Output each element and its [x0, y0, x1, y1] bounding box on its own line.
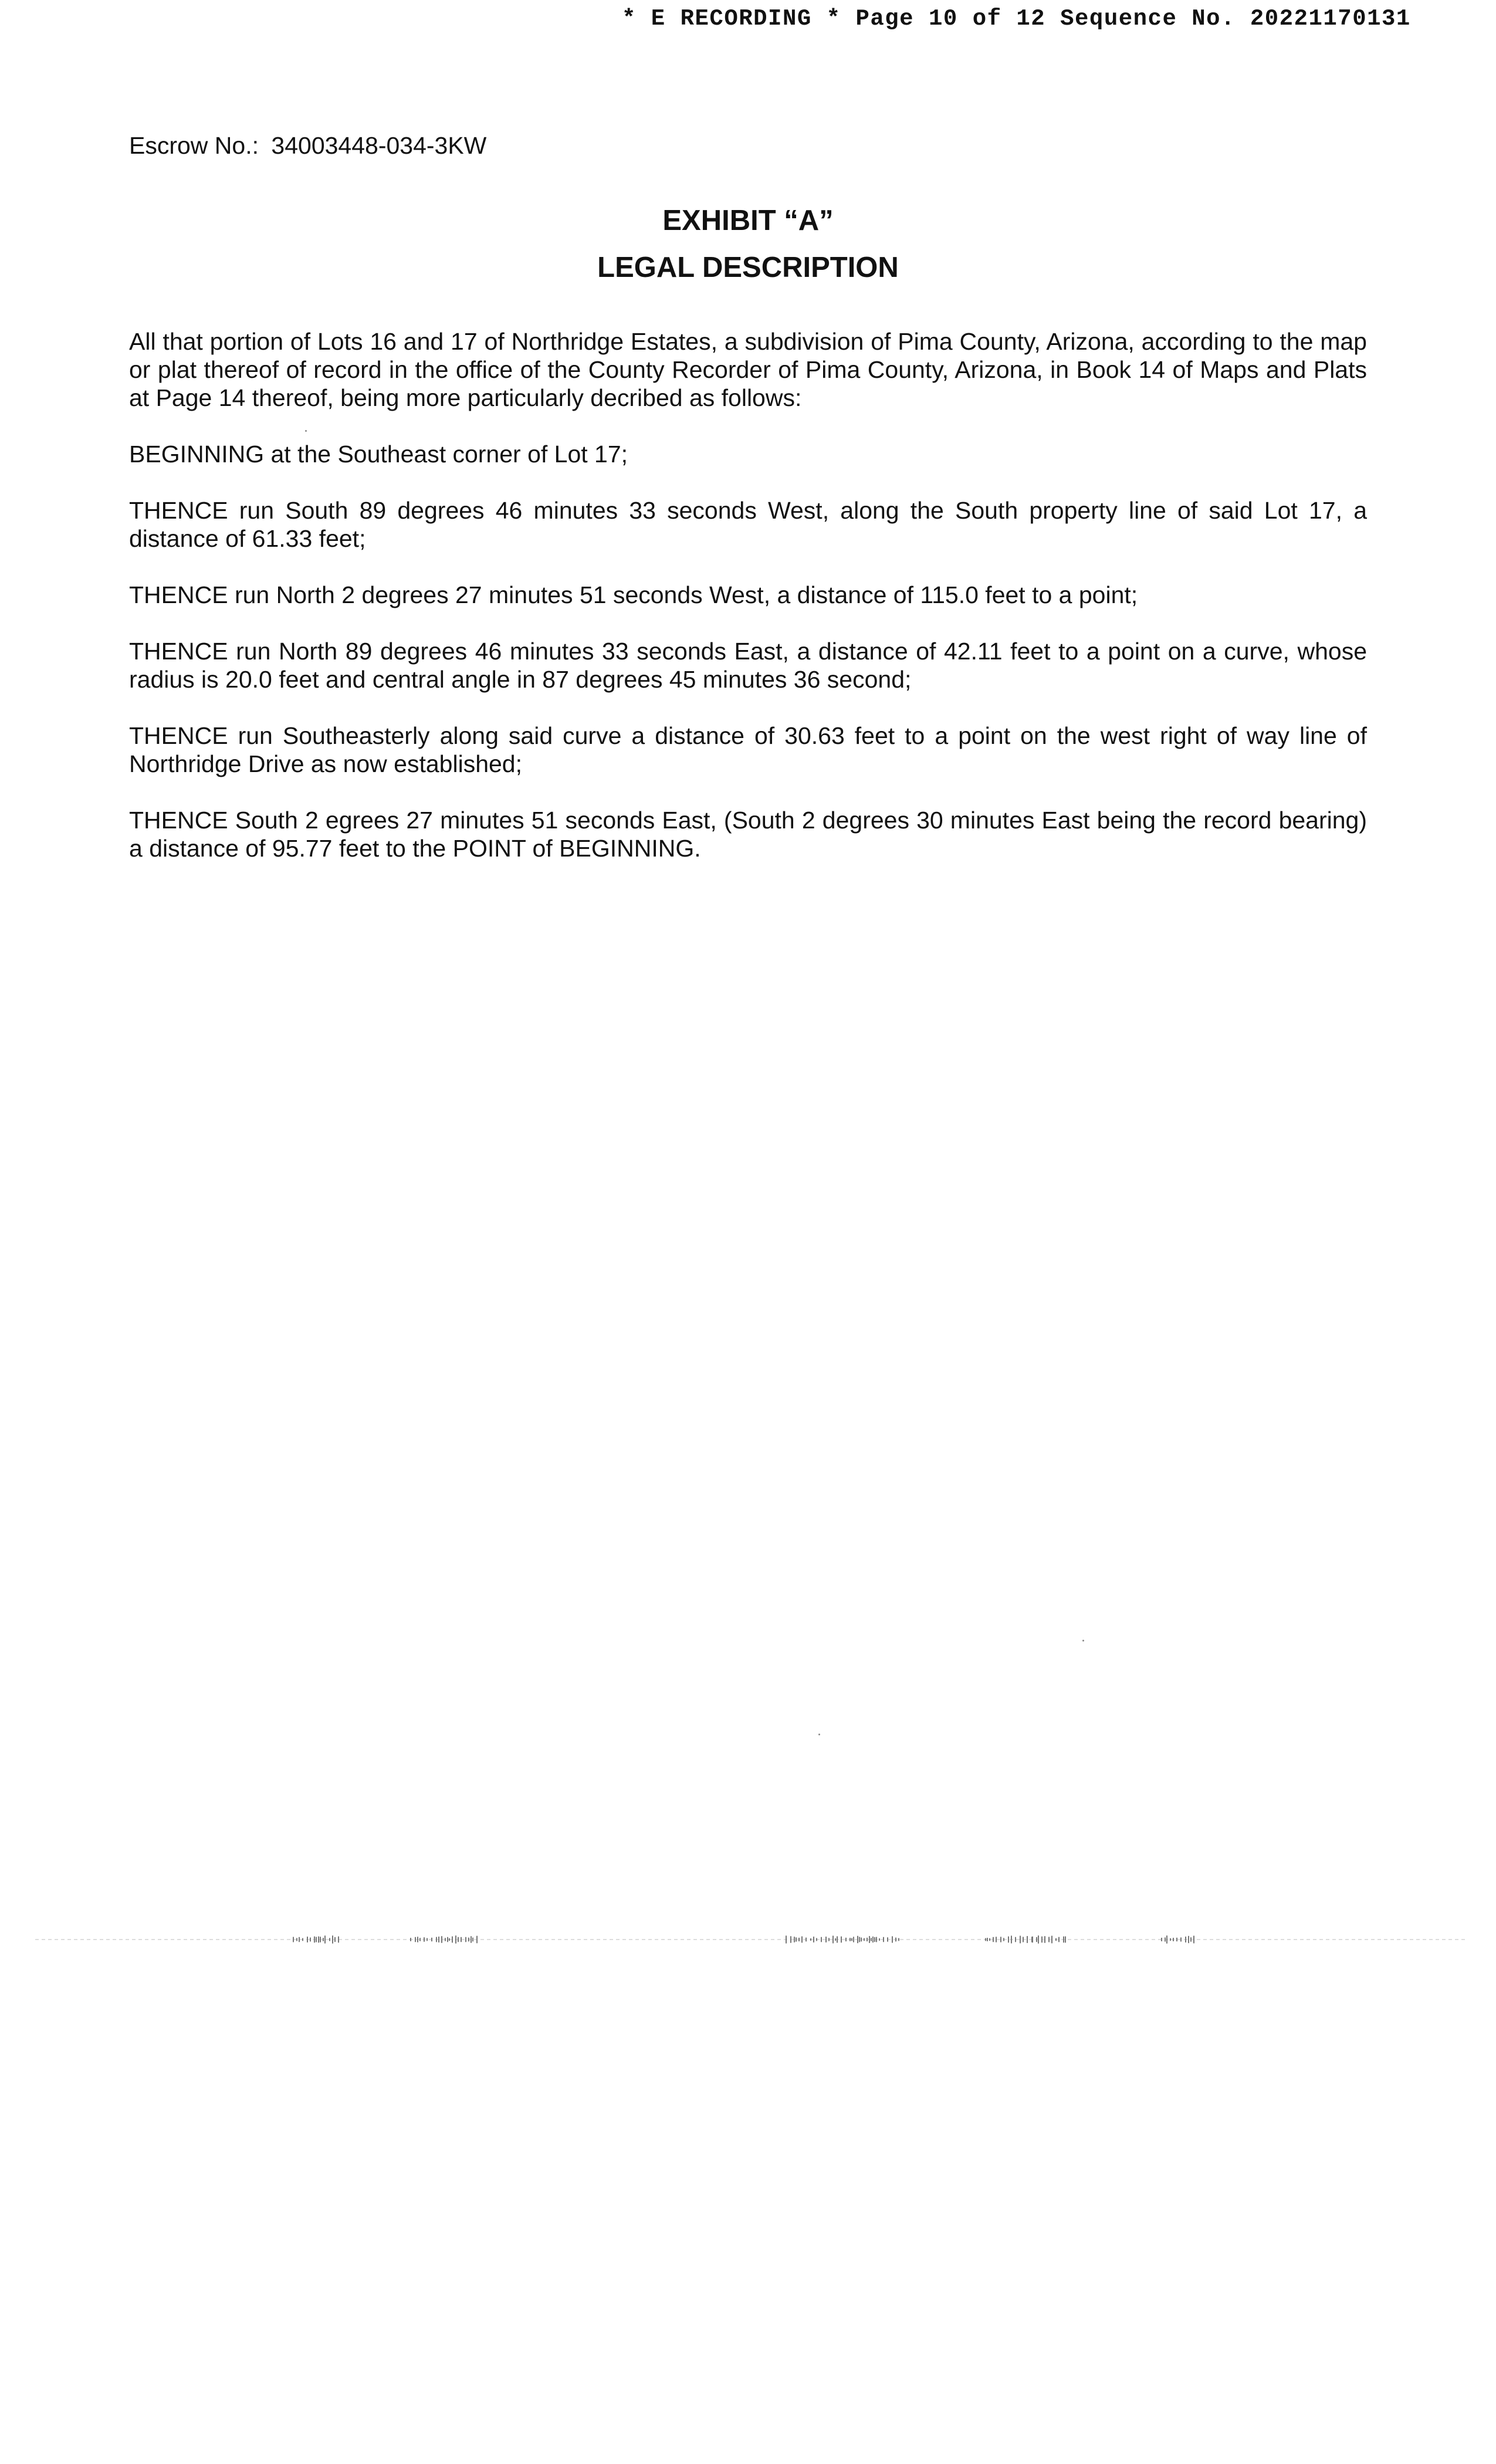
legal-description-title: LEGAL DESCRIPTION	[597, 252, 899, 283]
paragraph-course-2: THENCE run North 2 degrees 27 minutes 51 seconds West, a distance of 115.0 feet to a point;	[129, 581, 1138, 608]
escrow-label: Escrow No.:	[129, 132, 259, 159]
paragraph-beginning: BEGINNING at the Southeast corner of Lot 17;	[129, 441, 628, 468]
legal-description-body	[129, 327, 1367, 891]
scan-artifact-line	[35, 1935, 1467, 1944]
escrow-number: 34003448-034-3KW	[271, 132, 487, 159]
paragraph-course-3: THENCE run North 89 degrees 46 minutes 33 seconds East, a distance of 42.11 feet to a point on a curve, whose radius is 20.0 feet and central angle in 87 degrees 45 minutes 36 second;	[129, 638, 1367, 693]
recording-stamp-header: * E RECORDING * Page 10 of 12 Sequence No. 20221170131	[622, 6, 1411, 32]
paragraph-intro: All that portion of Lots 16 and 17 of Northridge Estates, a subdivision of Pima County, Arizona, according to the map or plat thereof of record in the office of the County Recorder of Pima County, Arizona, in Book 14 of Maps and Plats at Page 14 thereof, being more particularly decribed as follows:	[129, 328, 1367, 411]
scan-speck	[305, 430, 307, 432]
paragraph-course-4: THENCE run Southeasterly along said curve a distance of 30.63 feet to a point on the west right of way line of Northridge Drive as now established;	[129, 722, 1367, 777]
paragraph-course-1: THENCE run South 89 degrees 46 minutes 33 seconds West, along the South property line of said Lot 17, a distance of 61.33 feet;	[129, 497, 1367, 552]
exhibit-title: EXHIBIT “A”	[662, 205, 834, 236]
scan-speck	[1082, 1640, 1084, 1641]
scan-speck	[818, 1734, 820, 1735]
paragraph-course-5: THENCE South 2 egrees 27 minutes 51 seconds East, (South 2 degrees 30 minutes East being the record bearing) a distance of 95.77 feet to the POINT of BEGINNING.	[129, 807, 1367, 862]
escrow-number-line	[129, 132, 486, 160]
